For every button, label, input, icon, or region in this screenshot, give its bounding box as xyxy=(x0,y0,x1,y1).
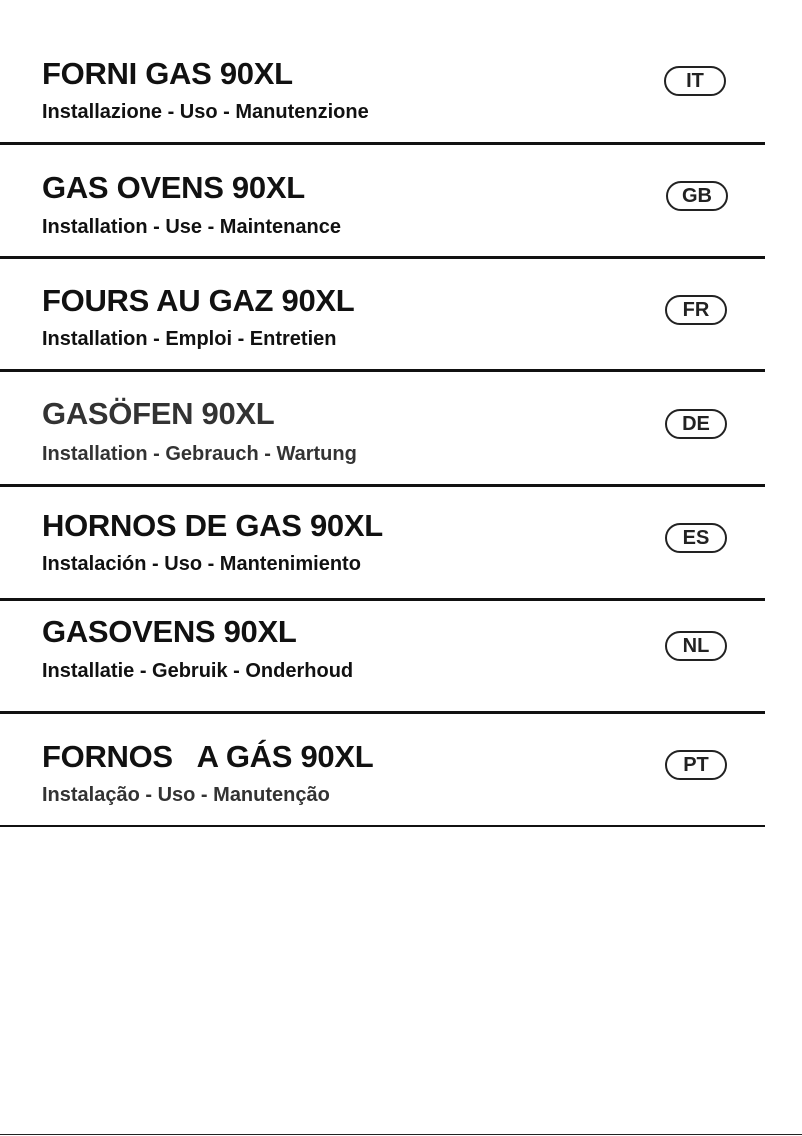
section-divider xyxy=(0,484,765,487)
section-subtitle-de: Installation - Gebrauch - Wartung xyxy=(42,443,357,465)
language-badge-nl: NL xyxy=(665,631,727,661)
section-subtitle-es: Instalación - Uso - Mantenimiento xyxy=(42,553,361,575)
language-badge-es: ES xyxy=(665,523,727,553)
section-divider xyxy=(0,825,765,827)
section-divider xyxy=(0,711,765,714)
section-title-it: FORNI GAS 90XL xyxy=(42,56,293,91)
section-title-de: GASÖFEN 90XL xyxy=(42,396,275,431)
section-divider xyxy=(0,369,765,372)
section-divider xyxy=(0,142,765,145)
section-subtitle-pt: Instalação - Uso - Manutenção xyxy=(42,784,330,806)
language-badge-fr: FR xyxy=(665,295,727,325)
section-subtitle-gb: Installation - Use - Maintenance xyxy=(42,216,341,238)
section-title-nl: GASOVENS 90XL xyxy=(42,614,297,649)
language-badge-it: IT xyxy=(664,66,726,96)
section-title-es: HORNOS DE GAS 90XL xyxy=(42,508,383,543)
section-divider xyxy=(0,256,765,259)
section-title-pt: FORNOS A GÁS 90XL xyxy=(42,739,374,774)
language-badge-gb: GB xyxy=(666,181,728,211)
section-subtitle-nl: Installatie - Gebruik - Onderhoud xyxy=(42,660,354,682)
section-title-gb: GAS OVENS 90XL xyxy=(42,170,305,205)
language-badge-de: DE xyxy=(665,409,727,439)
page-bottom-edge xyxy=(0,1134,802,1135)
section-subtitle-it: Installazione - Uso - Manutenzione xyxy=(42,101,369,123)
section-divider xyxy=(0,598,765,601)
section-title-fr: FOURS AU GAZ 90XL xyxy=(42,283,355,318)
language-badge-pt: PT xyxy=(665,750,727,780)
section-subtitle-fr: Installation - Emploi - Entretien xyxy=(42,328,337,350)
